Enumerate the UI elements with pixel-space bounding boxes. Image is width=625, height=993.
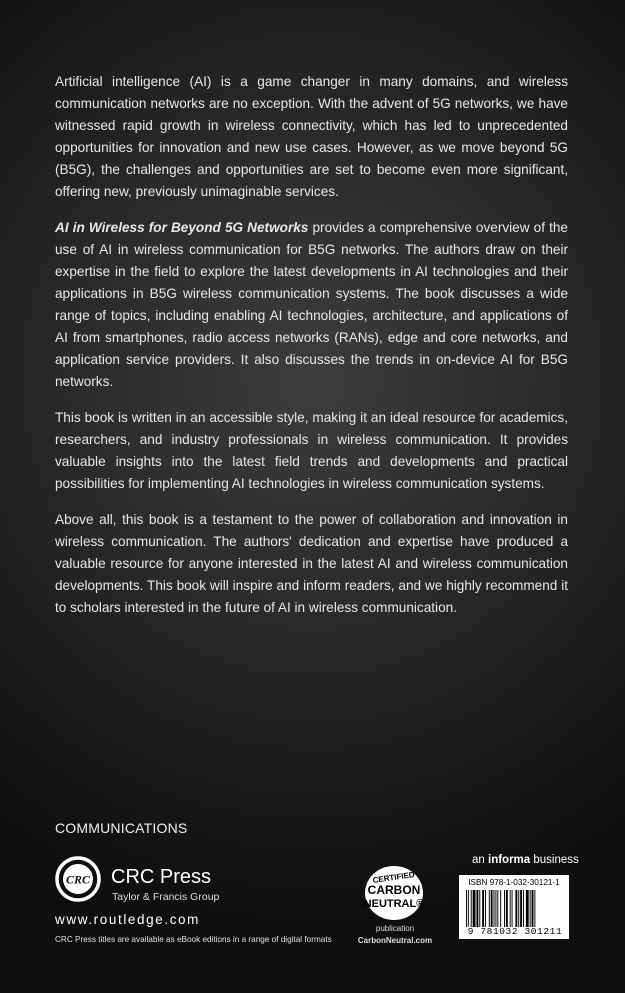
publisher-block	[55, 856, 355, 986]
informa-tagline	[472, 854, 579, 866]
publisher-name: CRC Press	[111, 866, 212, 888]
back-cover-blurb	[55, 71, 568, 633]
carbon-line-2: CARBON	[367, 883, 421, 897]
blurb-paragraph-1: Artificial intelligence (AI) is a game changer in many domains, and wireless communication networks are no exception. With the advent of 5G networks, we have witnessed rapid growth in wireless connectivity, which has led to unprecedented opportunities for innovation and new use cases. However, as we move beyond 5G (B5G), the challenges and opportunities are set to become even more significant, offering new, previously unimaginable services.	[55, 74, 568, 199]
blurb-paragraph-4: Above all, this book is a testament to the power of collaboration and innovation in wireless communication. The authors' dedication and expertise have produced a valuable resource for anyone interested in the latest AI and wireless communication developments. This book will inspire and inform readers, and we highly recommend it to scholars interested in the future of AI in wireless communication.	[55, 512, 568, 615]
ebook-availability-note: CRC Press titles are available as eBook editions in a range of digital formats	[55, 935, 332, 944]
subject-category: COMMUNICATIONS	[55, 820, 188, 836]
carbon-line-3: NEUTRAL®	[363, 898, 425, 910]
isbn-barcode	[459, 875, 569, 939]
book-title-inline: AI in Wireless for Beyond 5G Networks	[55, 220, 309, 235]
carbon-url[interactable]: CarbonNeutral.com	[357, 936, 433, 945]
crc-logo-icon	[55, 856, 101, 902]
barcode-icon	[465, 890, 563, 927]
carbon-line-1: CERTIFIED	[372, 870, 416, 885]
carbon-neutral-badge	[355, 862, 435, 970]
blurb-paragraph-2	[55, 217, 568, 393]
ean-number: 9 781032 301211	[467, 926, 563, 937]
publisher-group: Taylor & Francis Group	[112, 891, 220, 903]
crc-logo-text: CRC	[65, 872, 91, 887]
blurb-paragraph-3: This book is written in an accessible style, making it an ideal resource for academics, researchers, and industry professionals in wireless communication. It provides valuable insights into the latest field trends and developments and practical possibilities for implementing AI technologies in wireless communication systems.	[55, 410, 568, 491]
informa-suffix: business	[530, 854, 579, 866]
informa-prefix: an	[472, 854, 488, 866]
publisher-website[interactable]: www.routledge.com	[55, 912, 201, 927]
isbn-number: ISBN 978-1-032-30121-1	[468, 878, 560, 887]
informa-brand: informa	[488, 854, 531, 866]
blurb-paragraph-2-text: provides a comprehensive overview of the use of AI in wireless communication for B5G networks. The authors draw on their expertise in the field to explore the latest developments in AI technologies and their applications in B5G wireless communication systems. The book discusses a wide range of topics, including enabling AI technologies, architecture, and applications of AI from smartphones, radio access networks (RANs), edge and core networks, and application service providers. It also discusses the trends in on-device AI for B5G networks.	[55, 220, 568, 389]
carbon-neutral-icon	[363, 862, 425, 922]
carbon-publication-label: publication	[375, 924, 415, 933]
